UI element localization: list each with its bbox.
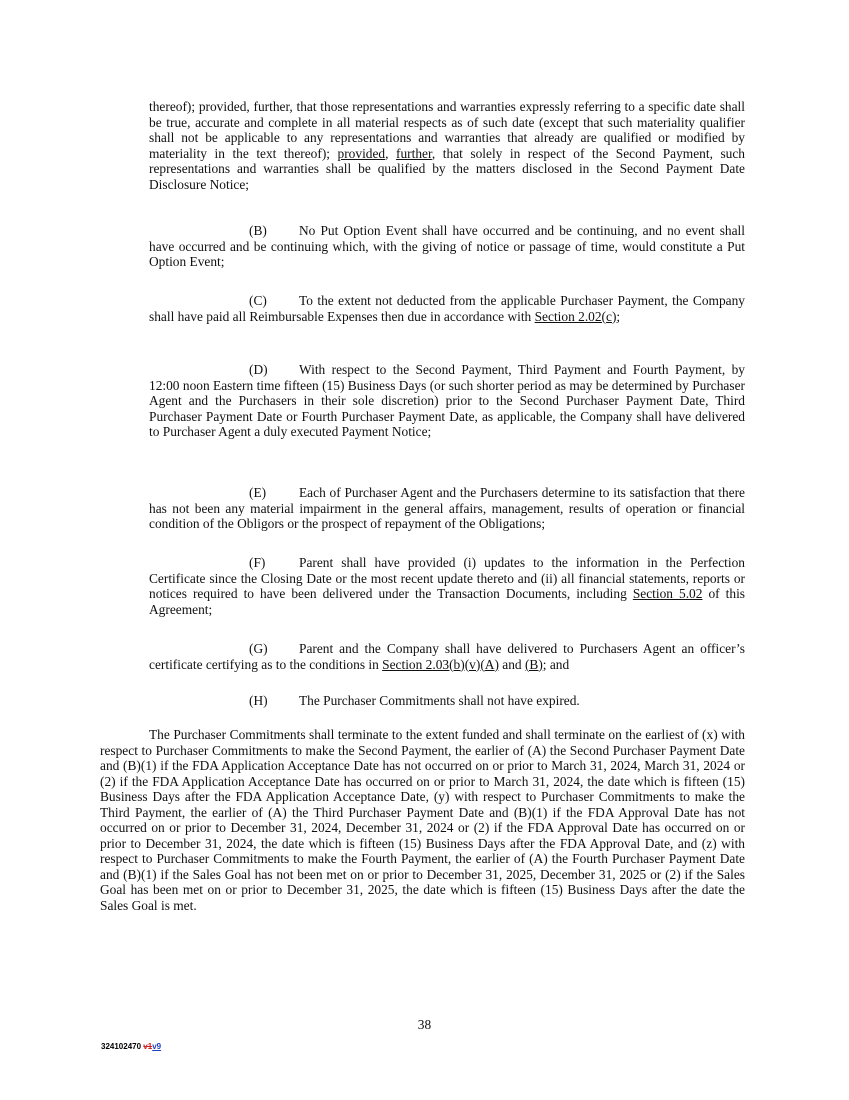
deleted-version: v1 [143,1042,153,1051]
section-reference: Section 2.03(b)(v)(A) [382,656,499,672]
page-number: 38 [417,1017,432,1032]
paragraph-continuation [149,99,745,192]
clause-text: Each of Purchaser Agent and the Purchasers determine to its satisfaction that there has not been any material impairment in the general affairs, management, results of operation or financial condition of the Obligors or the prospect of repayment of the Obligations; [149,485,745,532]
doc-number: 324102470 [101,1042,142,1051]
section-reference: Section 5.02 [632,586,703,602]
clause-e [149,485,745,532]
clause-label: (B) [249,223,267,238]
section-reference: (B) [524,656,543,672]
clause-label: (C) [249,293,267,308]
clause-text: ; [616,308,621,324]
clause-h [149,693,745,709]
clause-text: To the extent not deducted from the applicable Purchaser Payment, the Company shall have paid all Reimbursable Expenses then due in accordance with [149,293,745,324]
clause-text: The Purchaser Commitments shall not have expired. [299,693,580,708]
paragraph-text: The Purchaser Commitments shall terminate to the extent funded and shall terminate on the earliest of (x) with respect to Purchaser Commitments to make the Second Payment, the earlier of (A) the Second Purchaser Payment Date and (B)(1) if the FDA Application Acceptance Date has not occurred on or prior to March 31, 2024, March 31, 2024 or (2) if the FDA Application Acceptance Date has occurred on or prior to March 31, 2024, the date which is fifteen (15) Business Days after the FDA Application Acceptance Date, (y) with respect to Purchaser Commitments to make the Third Payment, the earlier of (A) the Third Purchaser Payment Date and (B)(1) if the FDA Approval Date has not occurred on or prior to December 31, 2024, December 31, 2024 or (2) if the FDA Approval Date has occurred on or prior to December 31, 2024, the date which is fifteen (15) Business Days after the FDA Approval Date, and (z) with respect to Purchaser Commitments to make the Fourth Payment, the earlier of (A) the Fourth Purchaser Payment Date and (B)(1) if the Sales Goal has not been met on or prior to December 31, 2025, December 31, 2025 or (2) if the Sales Goal has been met on or prior to December 31, 2025, the date which is fifteen (15) Business Days after the date the Sales Goal is met. [100,727,745,914]
clause-label: (D) [249,362,268,377]
clause-c [149,293,745,324]
inserted-version: v9 [152,1042,162,1051]
paragraph-text: thereof); provided, further, that those representations and warranties expressly referring to a specific date shall be true, accurate and complete in all material respects as of such date (except that such materiality qualifier shall not be applicable to any representations and warranties that already are qualified or modified by materiality in the text thereof); [149,99,745,161]
paragraph-text: , that solely in respect of the Second Payment, such representations and warranties shall be qualified by the matters disclosed in the Second Payment Date Disclosure Notice; [149,145,745,192]
clause-d [149,362,745,440]
section-reference: Section 2.02(c) [534,308,617,324]
clause-label: (G) [249,641,268,656]
clause-text: No Put Option Event shall have occurred and be continuing, and no event shall have occurred and be continuing which, with the giving of notice or passage of time, would constitute a Put Option Event; [149,223,745,270]
clause-text: Parent and the Company shall have delivered to Purchasers Agent an officer’s certificate certifying as to the conditions in [149,641,745,672]
commitments-paragraph [100,727,745,914]
clause-text: and [498,656,525,672]
clause-label: (F) [249,555,266,570]
clause-g [149,641,745,672]
document-id [101,1042,161,1051]
further-term: further [396,145,432,161]
clause-text: of this Agreement; [149,586,745,617]
provided-term: provided [337,145,386,161]
clause-text: Parent shall have provided (i) updates to the information in the Perfection Certificate since the Closing Date or the most recent update thereto and (ii) all financial statements, reports or notices required to have been delivered under the Transaction Documents, including [149,555,745,602]
clause-text: ; and [542,656,570,672]
clause-text: With respect to the Second Payment, Third Payment and Fourth Payment, by 12:00 noon Eastern time fifteen (15) Business Days (or such shorter period as may be determined by Purchaser Agent and the Purchasers in their sole discretion) prior to the Second Purchaser Payment Date, Third Purchaser Payment Date or Fourth Purchaser Payment Date, as applicable, the Company shall have delivered to Purchaser Agent a duly executed Payment Notice; [149,362,745,440]
clause-label: (H) [249,693,268,708]
clause-f [149,555,745,617]
clause-b [149,223,745,270]
paragraph-text: , [385,145,397,161]
clause-label: (E) [249,485,267,500]
